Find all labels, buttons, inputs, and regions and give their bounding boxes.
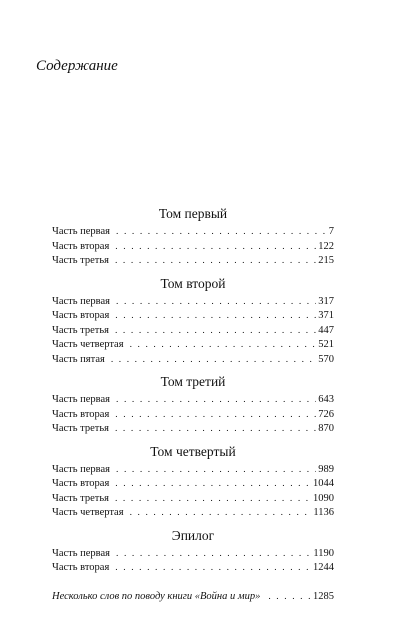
toc-entry-page: 643: [318, 394, 334, 405]
toc-entry[interactable]: [52, 477, 334, 492]
volume-title: Том первый: [158, 206, 228, 221]
volume-title: Эпилог: [171, 527, 215, 543]
volume-title: Том третий: [160, 374, 226, 389]
volume-section: [52, 275, 334, 368]
toc-entry-label: Часть вторая: [52, 408, 110, 420]
toc-entry-page: 447: [318, 324, 334, 336]
toc-entry[interactable]: [52, 324, 334, 339]
toc-entry-page: 870: [318, 423, 334, 434]
toc-entry[interactable]: [52, 506, 334, 521]
table-of-contents: [52, 205, 334, 604]
dot-leader: [116, 296, 316, 310]
dot-leader: [115, 310, 316, 324]
toc-entry-page: 1136: [313, 507, 334, 518]
dot-leader: [116, 394, 316, 408]
toc-entry-page: 317: [318, 295, 334, 307]
toc-entry-page: 570: [318, 353, 334, 365]
volume-section: [52, 527, 334, 576]
toc-entry-label: Часть четвертая: [52, 339, 124, 350]
toc-entry[interactable]: [52, 463, 334, 478]
toc-entry-page: 521: [318, 339, 334, 350]
toc-entry[interactable]: [52, 393, 334, 408]
dot-leader: [115, 562, 311, 576]
toc-entry-page: 726: [318, 408, 334, 420]
dot-leader: [115, 493, 311, 507]
toc-entry-label: Часть вторая: [52, 478, 110, 489]
toc-entry-label: Часть третья: [52, 324, 109, 336]
toc-entry-page: 1190: [313, 547, 334, 559]
volume-section: [52, 443, 334, 521]
toc-entry[interactable]: [52, 254, 334, 269]
toc-entry-label: Часть вторая: [52, 562, 110, 573]
dot-leader: [116, 226, 327, 240]
toc-entry[interactable]: [52, 492, 334, 507]
toc-entry-label: Часть первая: [52, 394, 110, 405]
afterword-entry[interactable]: [52, 590, 334, 605]
toc-entry[interactable]: [52, 338, 334, 353]
toc-entry[interactable]: [52, 561, 334, 576]
toc-entry-page: 1244: [313, 562, 334, 573]
toc-entry-label: Часть вторая: [52, 310, 110, 321]
volume-section: [52, 373, 334, 437]
toc-entry-label: Часть четвертая: [52, 507, 124, 518]
dot-leader: [111, 354, 316, 368]
dot-leader: [115, 423, 316, 437]
toc-entry-label: Часть третья: [52, 255, 109, 266]
volume-title: Том четвертый: [150, 443, 236, 459]
toc-entry-page: 122: [318, 240, 334, 252]
dot-leader: [130, 507, 312, 521]
dot-leader: [115, 325, 316, 339]
toc-entry[interactable]: [52, 295, 334, 310]
toc-entry[interactable]: [52, 547, 334, 562]
dot-leader: [115, 255, 316, 269]
toc-entry-label: Часть первая: [52, 547, 110, 559]
toc-entry[interactable]: [52, 408, 334, 423]
toc-entry-page: 1090: [313, 492, 334, 504]
dot-leader: [116, 548, 311, 562]
toc-entry[interactable]: [52, 240, 334, 255]
toc-entry-label: Часть первая: [52, 463, 110, 475]
dot-leader: [115, 478, 311, 492]
dot-leader: [130, 339, 317, 353]
volume-title: Том второй: [160, 275, 226, 291]
toc-entry-label: Часть пятая: [52, 353, 105, 365]
toc-entry[interactable]: [52, 422, 334, 437]
volume-section: [52, 205, 334, 269]
dot-leader: [116, 464, 316, 478]
page-title: Содержание: [36, 58, 118, 74]
dot-leader: [268, 591, 311, 605]
toc-entry-page: 989: [318, 463, 334, 475]
toc-entry-label: Часть третья: [52, 492, 109, 504]
toc-entry-page: 1044: [313, 478, 334, 489]
toc-entry-page: 7: [328, 226, 334, 237]
toc-entry[interactable]: [52, 225, 334, 240]
toc-entry-label: Часть вторая: [52, 240, 110, 252]
toc-entry-label: Часть третья: [52, 423, 109, 434]
toc-entry[interactable]: [52, 309, 334, 324]
afterword-page: 1285: [313, 590, 334, 602]
toc-entry-label: Часть первая: [52, 295, 110, 307]
dot-leader: [115, 241, 316, 255]
toc-entry-label: Часть первая: [52, 226, 110, 237]
toc-entry-page: 215: [318, 255, 334, 266]
toc-entry-page: 371: [318, 310, 334, 321]
afterword-label: Несколько слов по поводу книги «Война и мир»: [52, 590, 261, 602]
dot-leader: [115, 409, 316, 423]
toc-entry[interactable]: [52, 353, 334, 368]
